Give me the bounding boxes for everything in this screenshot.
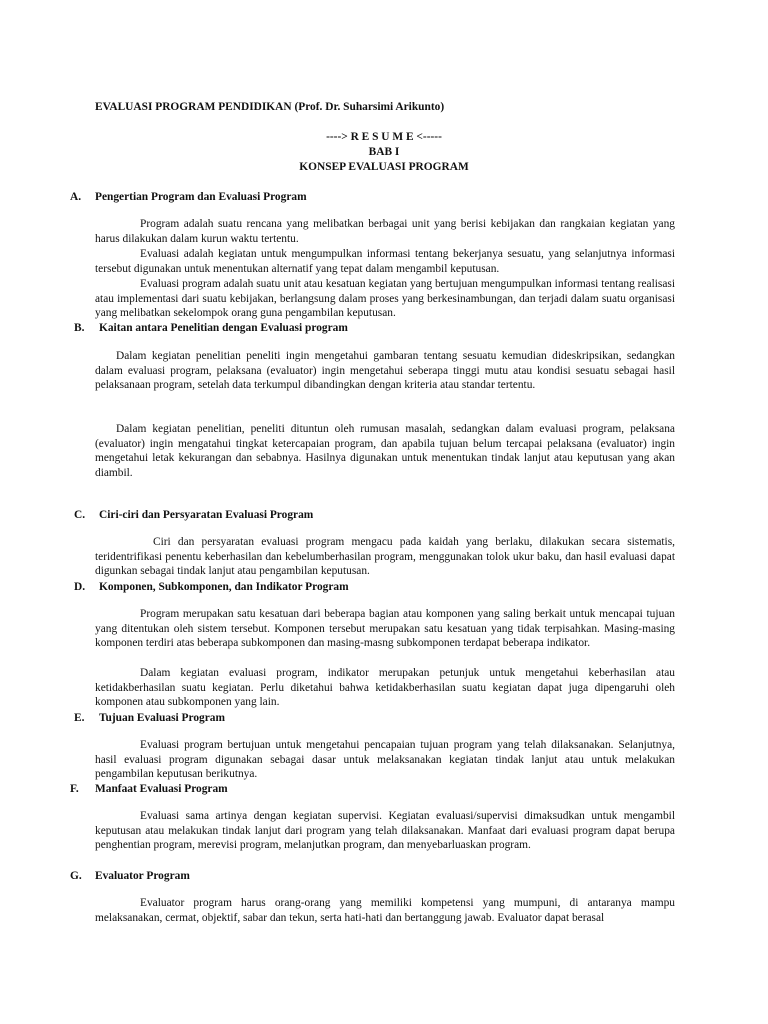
section-title: Komponen, Subkomponen, dan Indikator Program (99, 581, 349, 593)
section-a-paragraph-3: Evaluasi program adalah suatu unit atau kesatuan kegiatan yang bertujuan mengumpulkan informasi tentang realisasi atau implementasi dari suatu kebijakan, berlangsung dalam proses yang berkesinambungan, dan terjadi dalam suatu organisasi yang melibatkan sekelompok orang guna pengambilan keputusan. (95, 278, 675, 320)
section-a-paragraph-2: Evaluasi adalah kegiatan untuk mengumpulkan informasi tentang bekerjanya sesuatu, yang selanjutnya informasi tersebut digunakan untuk menentukan alternatif yang tepat dalam mengambil keputusan. (95, 248, 675, 275)
section-b-heading (74, 321, 348, 336)
section-b-paragraph-1: Dalam kegiatan penelitian peneliti ingin mengetahui gambaran tentang sesuatu kemudian dideskripsikan, sedangkan dalam evaluasi program, pelaksana (evaluator) ingin mengetahui seberapa tinggi mutu atau kondisi sesuatu sebagai hasil pelaksanaan program, setelah data terkumpul dibandingkan dengan kriteria atau standar tertentu. (95, 350, 675, 392)
section-f-heading (70, 782, 228, 797)
section-d-paragraph-1: Program merupakan satu kesatuan dari beberapa bagian atau komponen yang saling berkait untuk mencapai tujuan yang ditentukan oleh sistem tersebut. Komponen tersebut merupakan satu kesatuan yang tidak terpisahkan. Masing-masing komponen terdiri atas beberapa subkomponen dan masing-masng subkomponen terdapat beberapa indikator. (95, 608, 675, 650)
resume-heading: ----> R E S U M E <----- (326, 131, 442, 143)
section-title: Ciri-ciri dan Persyaratan Evaluasi Program (99, 509, 314, 521)
section-a-heading (70, 190, 307, 205)
chapter-number: BAB I (368, 146, 400, 158)
section-a-paragraph-1: Program adalah suatu rencana yang melibatkan berbagai unit yang berisi kebijakan dan rangkaian kegiatan yang harus dilakukan dalam kurun waktu tertentu. (95, 218, 675, 245)
section-e-heading (74, 711, 225, 726)
section-c-paragraph-1: Ciri dan persyaratan evaluasi program mengacu pada kaidah yang berlaku, dilakukan secara sistematis, teridentrifikasi penentu keberhasilan dan kebelumberhasilan program, menggunakan tolok ukur baku, dan hasil evaluasi dapat digunkan sebagai tindak lanjut atau pengambilan keputusan. (95, 536, 675, 578)
section-b-paragraph-2: Dalam kegiatan penelitian, peneliti dituntun oleh rumusan masalah, sedangkan dalam evaluasi program, pelaksana (evaluator) ingin mengatahui tingkat ketercapaian program, dan apabila tujuan belum tercapai pelaksana (evaluator) ingin mengetahui letak kekurangan dan sebabnya. Hasilnya digunakan untuk menentukan tindak lanjut atau keputusan yang akan diambil. (95, 423, 675, 479)
section-d-heading (74, 580, 349, 595)
section-c-heading (74, 508, 313, 523)
section-title: Kaitan antara Penelitian dengan Evaluasi program (99, 322, 348, 334)
section-letter: D. (74, 581, 86, 593)
section-g-paragraph-1: Evaluator program harus orang-orang yang memiliki kompetensi yang mumpuni, di antaranya mampu melaksanakan, cermat, objektif, sabar dan tekun, serta hati-hati dan bertanggung jawab. Evaluator dapat berasal (95, 897, 675, 924)
section-d-paragraph-2: Dalam kegiatan evaluasi program, indikator merupakan petunjuk untuk mengetahui keberhasilan atau ketidakberhasilan suatu kegiatan. Perlu diketahui bahwa ketidakberhasilan suatu kegiatan dapat juga dipengaruhi oleh komponen atau subkomponen yang lain. (95, 667, 675, 709)
section-letter: A. (70, 191, 82, 203)
section-title: Manfaat Evaluasi Program (95, 783, 228, 795)
section-title: Tujuan Evaluasi Program (99, 712, 225, 724)
section-letter: C. (74, 509, 86, 521)
section-letter: F. (70, 783, 79, 795)
section-title: Evaluator Program (95, 870, 190, 882)
section-g-heading (70, 869, 190, 884)
document-title: EVALUASI PROGRAM PENDIDIKAN (Prof. Dr. Suharsimi Arikunto) (95, 101, 445, 113)
section-letter: G. (70, 870, 82, 882)
section-title: Pengertian Program dan Evaluasi Program (95, 191, 307, 203)
section-letter: E. (74, 712, 85, 724)
chapter-title: KONSEP EVALUASI PROGRAM (299, 161, 469, 173)
section-f-paragraph-1: Evaluasi sama artinya dengan kegiatan supervisi. Kegiatan evaluasi/supervisi dimaksudkan untuk mengambil keputusan atau melakukan tindak lanjut dari program yang telah dilaksanakan. Manfaat dari evaluasi program dapat berupa penghentian program, merevisi program, melanjutkan program, dan menyebarluaskan program. (95, 810, 675, 852)
section-letter: B. (74, 322, 85, 334)
section-e-paragraph-1: Evaluasi program bertujuan untuk mengetahui pencapaian tujuan program yang telah dilaksanakan. Selanjutnya, hasil evaluasi program digunakan sebagai dasar untuk melaksanakan kegiatan tindak lanjut atau untuk melakukan pengambilan keputusan berikutnya. (95, 739, 675, 781)
